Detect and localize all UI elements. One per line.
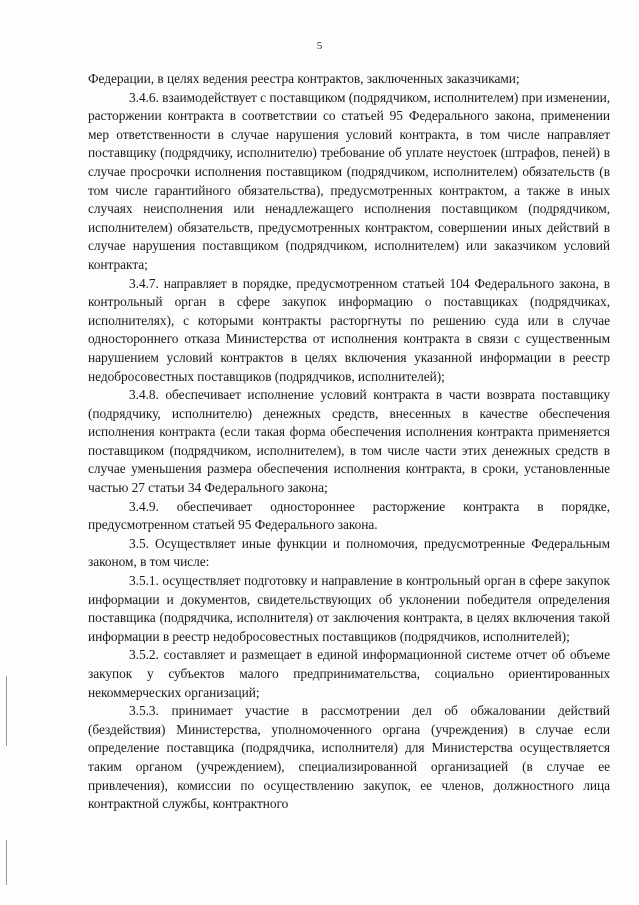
paragraph-3-5: 3.5. Осуществляет иные функции и полномочия, предусмотренные Федеральным законом, в том числе:: [88, 535, 610, 570]
document-body: [88, 70, 610, 814]
paragraph-3-4-6: 3.4.6. взаимодействует с поставщиком (подрядчиком, исполнителем) при изменении, расторжении контракта в соответствии со статьей 95 Федерального закона, применении мер ответственности в случае нарушения условий контракта, в том числе направляет поставщику (подрядчику, исполнителю) требование об уплате неустоек (штрафов, пеней) в случае просрочки исполнения поставщиком (подрядчиком, исполнителем) обязательств (в том числе гарантийного обязательства), предусмотренных контрактом, а также в иных случаях неисполнения или ненадлежащего исполнения поставщиком (подрядчиком, исполнителем) обязательств, предусмотренных контрактом, совершении иных действий в случае нарушения поставщиком (подрядчиком, исполнителем) или заказчиком условий контракта;: [88, 89, 610, 272]
page-number: 5: [316, 40, 323, 52]
paragraph-3-5-3: 3.5.3. принимает участие в рассмотрении дел об обжаловании действий (бездействия) Министерства, уполномоченного органа (учреждения) в случае если определение поставщика (подрядчика, исполнителя) для Министерства осуществляется таким органом (учреждением), специализированной организацией (в случае ее привлечения), комиссии по осуществлению закупок, ее членов, должностного лица контрактной службы, контрактного: [88, 703, 610, 812]
paragraph-3-4-8: 3.4.8. обеспечивает исполнение условий контракта в части возврата поставщику (подрядчику, исполнителю) денежных средств, внесенных в качестве обеспечения исполнения контракта (если такая форма обеспечения исполнения контракта применяется поставщиком (подрядчиком, исполнителем), в том числе части этих денежных средств в случае уменьшения размера обеспечения исполнения контракта, в сроки, установленные частью 27 статьи 34 Федерального закона;: [88, 387, 610, 496]
scan-edge-mark: [6, 676, 7, 746]
paragraph-3-4-7: 3.4.7. направляет в порядке, предусмотренном статьей 104 Федерального закона, в контрольный орган в сфере закупок информацию о поставщиках (подрядчиках, исполнителях), с которыми контракты расторгнуты по решению суда или в случае одностороннего отказа Министерства от исполнения контракта в связи с существенным нарушением условий контрактов в целях включения указанной информации в реестр недобросовестных поставщиков (подрядчиков, исполнителей);: [88, 275, 610, 384]
paragraph-federation-continuation: Федерации, в целях ведения реестра контрактов, заключенных заказчиками;: [88, 71, 520, 86]
paragraph-3-4-9: 3.4.9. обеспечивает одностороннее расторжение контракта в порядке, предусмотренном статьей 95 Федерального закона.: [88, 498, 610, 533]
paragraph-3-5-1: 3.5.1. осуществляет подготовку и направление в контрольный орган в сфере закупок информации и документов, свидетельствующих об уклонении победителя определения поставщика (подрядчика, исполнителя) от заключения контракта, в целях включения такой информации в реестр недобросовестных поставщиков (подрядчиков, исполнителей);: [88, 573, 610, 644]
paragraph-3-5-2: 3.5.2. составляет и размещает в единой информационной системе отчет об объеме закупок у субъектов малого предпринимательства, социально ориентированных некоммерческих организаций;: [88, 647, 610, 700]
scan-edge-mark: [6, 840, 7, 885]
